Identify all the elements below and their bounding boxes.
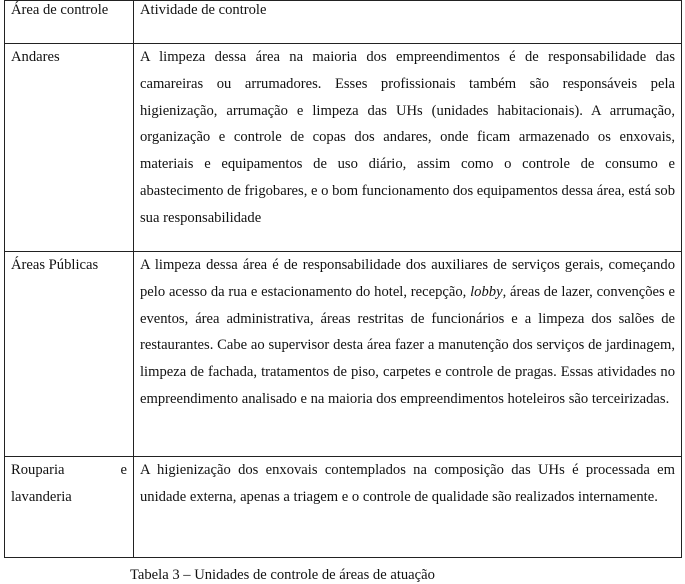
- activity-cell: [134, 252, 682, 457]
- area-label: Áreas Públicas: [11, 257, 99, 273]
- area-cell: [5, 457, 134, 558]
- control-areas-table: [4, 0, 682, 558]
- area-cell: [5, 252, 134, 457]
- activity-text-part: , áreas de lazer, convenções e eventos, área administrativa, áreas restritas de funcionários e a limpeza dos salões de restaurantes. Cabe ao supervisor desta área fazer a manutenção dos serviços de jardinagem, limpeza de fachada, tratamentos de piso, carpetes e controle de pragas. Essas atividades no empreendimento analisado e na maioria dos empreendimentos hoteleiros são terceirizadas.: [140, 283, 675, 407]
- table-row: [5, 457, 682, 558]
- header-activity-label: Atividade de controle: [140, 2, 267, 18]
- area-label-word: e: [120, 462, 127, 478]
- activity-text: A limpeza dessa área na maioria dos empreendimentos é de responsabilidade das camareiras ou arrumadores. Esses profissionais também são responsáveis pela higienização, arrumação e limpeza das UHs (unidades habitacionais). A arrumação, organização e controle de copas dos andares, onde ficam armazenado os enxovais, materiais e equipamentos de uso diário, assim como o controle de consumo e abastecimento de frigobares, e o bom funcionamento dos equipamentos dessa área, está sob sua responsabilidade: [140, 49, 675, 226]
- activity-text-part: A limpeza dessa área é de responsabilidade dos auxiliares de serviços gerais, começando pelo acesso da rua e estacionamento do hotel, recepção,: [140, 257, 675, 300]
- activity-italic-term: lobby: [470, 283, 503, 300]
- activity-cell: [134, 44, 682, 252]
- activity-text: A higienização dos enxovais contemplados na composição das UHs é processada em unidade externa, apenas a triagem e o controle de qualidade são realizados internamente.: [140, 462, 675, 505]
- activity-cell: [134, 457, 682, 558]
- area-label-word: lavanderia: [11, 488, 72, 505]
- area-cell: [5, 44, 134, 252]
- header-activity-cell: [134, 1, 682, 44]
- header-area-label: Área de controle: [11, 2, 109, 18]
- activity-text: [140, 252, 675, 413]
- table-caption: Tabela 3 – Unidades de controle de áreas de atuação: [130, 567, 435, 583]
- area-label: [11, 457, 127, 511]
- header-area-cell: [5, 1, 134, 44]
- table-row: [5, 252, 682, 457]
- area-label: Andares: [11, 49, 60, 65]
- area-label-word: Rouparia: [11, 462, 65, 478]
- table-header-row: [5, 1, 682, 44]
- table-row: [5, 44, 682, 252]
